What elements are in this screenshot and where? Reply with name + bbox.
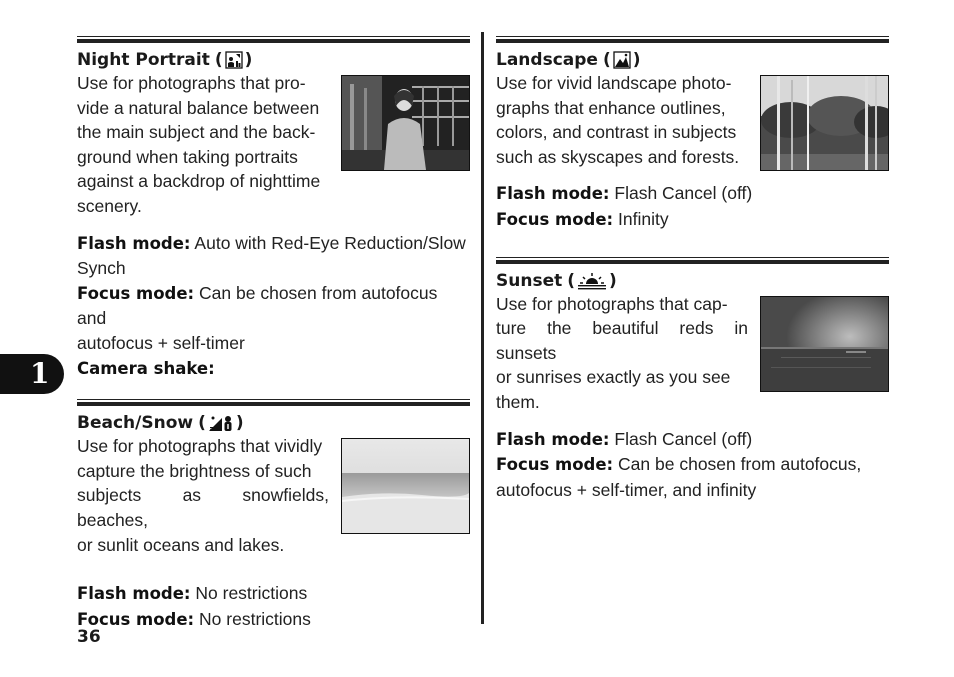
section-rule-thick [77,402,470,406]
landscape-icon [613,51,631,69]
focus-mode-value: Can be chosen from autofocus, [618,454,862,475]
desc-line: subjects as snowfields, beaches, [77,485,329,530]
desc-line: scenery. [77,195,142,216]
beach-snow-heading: Beach/Snow ( ) [77,413,244,434]
desc-line: ture the beautiful reds in sunsets [496,318,748,363]
focus-mode-value-cont: autofocus + self-timer, and infinity [496,479,757,500]
desc-line: or sunrises exactly as you see [496,367,731,388]
night-portrait-icon [225,51,243,69]
desc-line: the main subject and the back- [77,122,316,143]
night-portrait-description [77,71,329,219]
landscape-photo [760,75,889,171]
focus-mode-label: Focus mode: [77,283,195,303]
desc-line: colors, and contrast in subjects [496,122,737,143]
landscape-heading: Landscape ( ) [496,50,641,70]
sunset-description [496,292,748,415]
flash-mode-label: Flash mode: [77,233,191,253]
landscape-description [496,71,748,169]
night-portrait-section [77,36,470,381]
flash-mode-value: No restrictions [195,583,308,604]
desc-line: Use for vivid landscape photo- [496,73,732,93]
flash-mode-value: Flash Cancel (off) [614,183,753,204]
desc-line: graphs that enhance outlines, [496,97,726,118]
beach-snow-icon [208,414,234,432]
focus-mode-label: Focus mode: [496,209,614,229]
flash-mode-value: Flash Cancel (off) [614,428,753,449]
desc-line: ground when taking portraits [77,146,298,167]
sunset-icon [577,272,607,290]
sunset-focus-mode [496,452,889,478]
sunset-heading: Sunset ( ) [496,270,617,291]
desc-line: Use for photographs that vividly [77,436,323,457]
landscape-flash-mode [496,181,889,207]
right-column [496,36,889,502]
flash-mode-value-cont: Synch [77,258,126,279]
night-portrait-flash-mode [77,231,470,257]
column-divider [481,32,484,624]
landscape-section [496,36,889,233]
focus-mode-label: Focus mode: [496,455,614,475]
night-portrait-photo [341,75,470,171]
night-portrait-camera-shake [77,356,470,382]
focus-mode-value: No restrictions [199,608,311,629]
sunset-flash-mode [496,427,889,453]
beach-snow-flash-mode [77,581,470,607]
night-portrait-title: Night Portrait [77,50,210,70]
beach-snow-section [77,399,470,632]
night-portrait-heading: Night Portrait ( ) [77,50,253,70]
section-rule-thick [496,260,889,264]
landscape-title: Landscape [496,50,598,70]
beach-snow-focus-mode [77,607,470,633]
flash-mode-label: Flash mode: [496,429,610,449]
section-rule-thin [496,257,889,258]
section-rule-thick [77,39,470,43]
left-column [77,36,470,632]
flash-mode-value: Auto with Red-Eye Reduction/Slow [194,232,466,253]
night-portrait-focus-mode [77,281,470,331]
desc-line: against a backdrop of nighttime [77,171,321,192]
section-rule-thick [496,39,889,43]
beach-snow-title: Beach/Snow [77,413,194,434]
chapter-number: 1 [30,357,50,390]
desc-line: Use for photographs that cap- [496,293,728,314]
sunset-section [496,257,889,503]
beach-snow-photo [341,438,470,534]
focus-mode-value-cont: autofocus + self-timer [77,332,245,353]
desc-line: or sunlit oceans and lakes. [77,534,285,555]
sunset-title: Sunset [496,270,563,291]
section-rule-thin [496,36,889,37]
section-rule-thin [77,399,470,400]
flash-mode-label: Flash mode: [496,184,610,204]
camera-shake-label: Camera shake: [77,358,215,378]
page-number: 36 [77,627,101,647]
flash-mode-label: Flash mode: [77,584,191,604]
chapter-tab [0,354,64,394]
beach-snow-description [77,434,329,557]
desc-line: Use for photographs that pro- [77,73,306,93]
landscape-focus-mode [496,207,889,233]
focus-mode-label: Focus mode: [77,609,195,629]
desc-line: capture the brightness of such [77,460,312,481]
sunset-photo [760,296,889,392]
focus-mode-value: Infinity [618,208,669,229]
desc-line: such as skyscapes and forests. [496,146,740,167]
section-rule-thin [77,36,470,37]
desc-line: vide a natural balance between [77,97,320,118]
desc-line: them. [496,391,540,412]
focus-mode-value: Can be chosen from autofocus and [77,282,438,329]
